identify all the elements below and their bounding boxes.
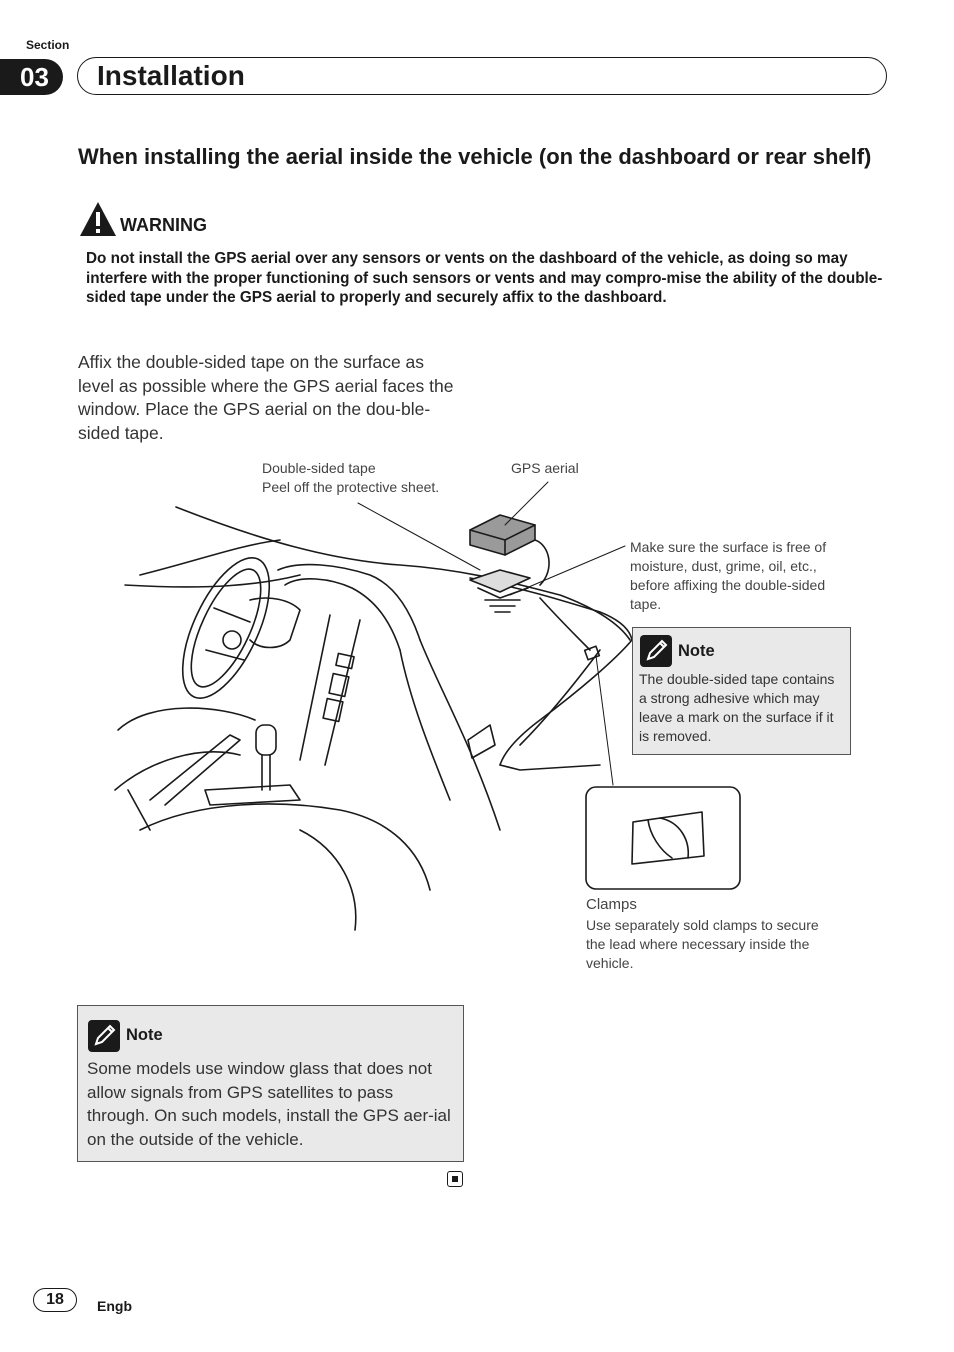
section-label: Section: [26, 38, 70, 52]
language-code: Engb: [97, 1298, 132, 1314]
pencil-icon: [88, 1020, 120, 1052]
page-title: Installation: [97, 60, 245, 91]
tape-instruction: Peel off the protective sheet.: [262, 479, 440, 495]
tape-label: Double-sided tape: [262, 460, 376, 476]
note-text: Some models use window glass that does not allow signals from GPS satellites to pass through. On such models, install the GPS aer-ial on the outside of the vehicle.: [87, 1059, 451, 1149]
section-number: 03: [0, 59, 63, 95]
surface-note: Make sure the surface is free of moisture, dust, grime, oil, etc., before affixing the double-sided tape.: [630, 539, 827, 612]
aerial-label: GPS aerial: [511, 460, 579, 476]
body-paragraph: Affix the double-sided tape on the surface as level as possible where the GPS aerial faces the window. Place the GPS aerial on the dou-ble-sided tape.: [78, 352, 454, 444]
note-box: [77, 1005, 464, 1162]
warning-text: Do not install the GPS aerial over any sensors or vents on the dashboard of the vehicle, as doing so may interfere with the proper functioning of such sensors or vents and may compro-mise the ability of the double-sided tape under the GPS aerial to properly and securely affix to the dashboard.: [86, 250, 883, 307]
warning-icon: [79, 201, 117, 237]
clamps-label: Clamps: [586, 896, 637, 913]
inner-note-box: [632, 627, 851, 755]
clamps-text: Use separately sold clamps to secure the lead where necessary inside the vehicle.: [586, 917, 819, 971]
warning-label: WARNING: [120, 215, 207, 235]
inner-note-text: The double-sided tape contains a strong adhesive which may leave a mark on the surface if it is removed.: [639, 671, 835, 744]
page-number: 18: [33, 1288, 77, 1312]
note-title: Note: [126, 1026, 163, 1044]
pencil-icon: [640, 635, 672, 667]
inner-note-title: Note: [678, 642, 715, 660]
section-heading: When installing the aerial inside the vehicle (on the dashboard or rear shelf): [78, 144, 872, 169]
end-of-section-icon: [447, 1171, 463, 1187]
